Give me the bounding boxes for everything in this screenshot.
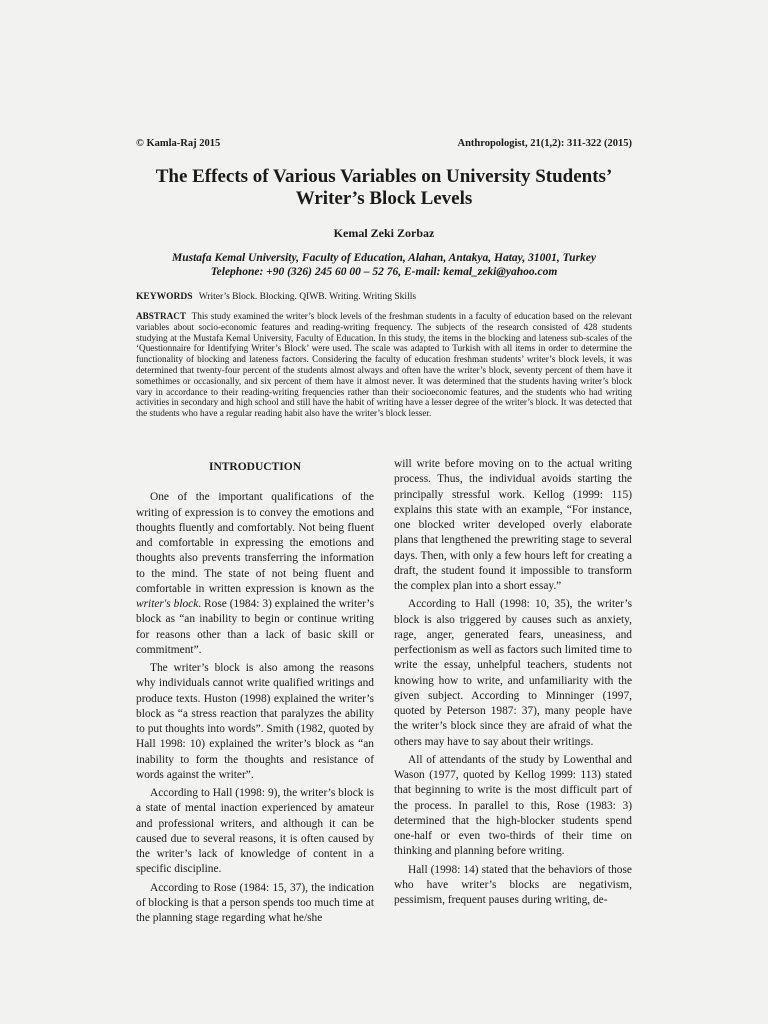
author-affiliation <box>136 251 632 279</box>
paper-title <box>136 166 632 210</box>
right-column <box>394 457 632 911</box>
body-paragraph: According to Rose (1984: 15, 37), the indication of blocking is that a person spends too much time at the planning stage regarding what he/she <box>136 881 374 924</box>
abstract <box>136 311 632 419</box>
introduction-heading: INTRODUCTION <box>208 461 301 473</box>
title-line-1: The Effects of Various Variables on University Students’ <box>155 166 613 187</box>
journal-citation-header: Anthropologist, 21(1,2): 311-322 (2015) <box>457 138 632 149</box>
keywords <box>136 292 632 302</box>
body-paragraph <box>136 490 374 658</box>
left-column <box>136 460 374 929</box>
italic-term: writer's block <box>136 598 199 610</box>
body-paragraph: will write before moving on to the actual writing process. Thus, the individual avoids starting the principally stressful work. Kellog (1999: 115) explains this state with an example, “For instance, one blocked writer developed overly elaborate plans that lengthened the prewriting stage to several days. Then, with only a few hours left for creating a draft, the student found it impossible to transform the complex plan into a short essay.” <box>394 458 632 592</box>
body-paragraph: According to Hall (1998: 9), the writer’s block is a state of mental inaction experienced by amateur and professional writers, and although it can be caused due to several reasons, it is often caused by the writer’s lack of knowledge of content in a specific discipline. <box>136 787 374 876</box>
author-name: Kemal Zeki Zorbaz <box>333 226 435 240</box>
affiliation-line-1: Mustafa Kemal University, Faculty of Education, Alahan, Antakya, Hatay, 31001, Turkey <box>171 252 597 264</box>
keywords-label: KEYWORDS <box>136 292 193 302</box>
abstract-label: ABSTRACT <box>136 311 187 321</box>
abstract-text: This study examined the writer’s block levels of the freshman students in a faculty of education based on the relevant variables about socio-economic features and reading-writing frequency. The subjects of the research consisted of 428 students studying at the Mustafa Kemal University, Faculty of Education. In this study, the items in the blocking and lateness sub-scales of the ‘Questionnaire for Identifying Writer’s Block’ were used. The scale was adapted to Turkish with all items in order to determine the functionality of blocking and lateness factors. Considering the faculty of education freshman students’ writer’s block levels, it was determined that twenty-four percent of the students almost always and often have the writer’s block, seventy percent of them have it somethimes or occasionally, and six percent of them have it almost never. It was determined that the students having writer’s block vary in accordance to their reading-writing frequencies rather than their socioeconomic features, and the students who had writing activities in secondary and high school and still have the habit of writing have a lesser degree of the writer’s block. It was detected that the students who have a regular reading habit also have the writer’s block lesser. <box>136 311 632 419</box>
paragraph-text: One of the important qualifications of the writing of expression is to convey the emotions and thoughts fluently and comfortably. Not being fluent and comfortable in expressing the emotions and thoughts also prevents transferring the information to the mind. The state of not being fluent and comfortable in written expression is known as the <box>136 491 374 595</box>
affiliation-line-2: Telephone: +90 (326) 245 60 00 – 52 76, E-mail: kemal_zeki@yahoo.com <box>210 266 558 278</box>
body-paragraph: Hall (1998: 14) stated that the behaviors of those who have writer’s blocks are negativism, pessimism, frequent pauses during writing, de- <box>394 863 632 906</box>
body-paragraph: The writer’s block is also among the reasons why individuals cannot write qualified writings and produce texts. Huston (1998) explained the writer’s block as “a stress reaction that paralyzes the ability to put thoughts into words”. Smith (1982, quoted by Hall 1998: 10) explained the writer’s block as “an inability to form the thoughts and resistance of words against the writer”. <box>136 662 374 781</box>
keywords-text: Writer’s Block. Blocking. QIWB. Writing. Writing Skills <box>198 292 417 302</box>
body-paragraph: All of attendants of the study by Lowenthal and Wason (1977, quoted by Kellog 1999: 113) stated that beginning to write is the most difficult part of the process. In parallel to this, Rose (1983: 3) determined that the high-blocker students spend one-half or even two-thirds of their time on thinking and planning before writing. <box>394 753 632 858</box>
title-line-2: Writer’s Block Levels <box>295 188 473 209</box>
body-paragraph: According to Hall (1998: 10, 35), the writer’s block is also triggered by causes such as anxiety, rage, anger, generated fears, uneasiness, and perfectionism as well as factors such limited time to write the essay, unhelpful teachers, students not knowing how to write, and unfamiliarity with the given subject. According to Minninger (1997, quoted by Peterson 1987: 37), many people have the writer’s block since they are afraid of what the others may have to say about their writings. <box>394 598 632 748</box>
copyright-header: © Kamla-Raj 2015 <box>136 138 221 149</box>
paragraph-text: . Rose (1984: 3) explained the writer’s block as “an inability to begin or continue writing for reasons other than a lack of basic skill or commitment”. <box>136 598 374 656</box>
